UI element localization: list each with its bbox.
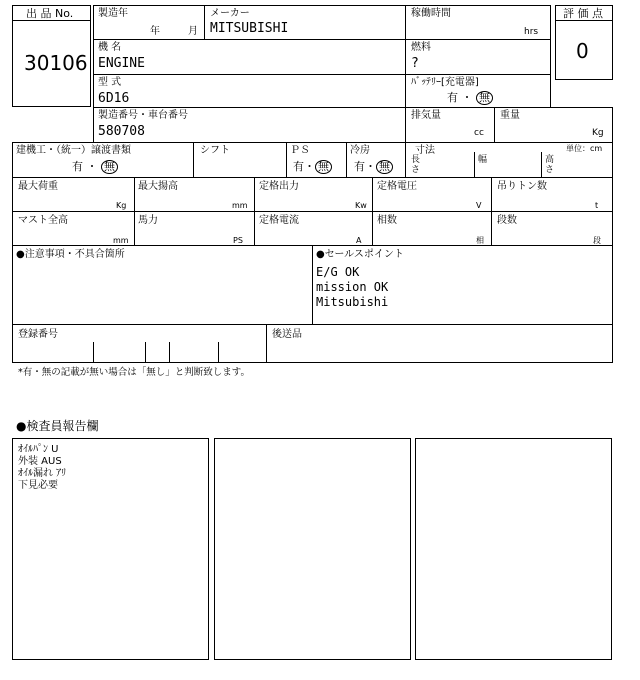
transfer-no-circled: 無 bbox=[101, 160, 118, 174]
inspector-box-3 bbox=[415, 438, 612, 660]
horsepower-unit: PS bbox=[233, 236, 243, 245]
inspector-line-2: 外装 AUS bbox=[18, 456, 62, 467]
caution-label: ●注意事項・不具合箇所 bbox=[16, 249, 125, 260]
dims-length-label-2: さ bbox=[411, 165, 421, 175]
sales-point-label: ●セールスポイント bbox=[316, 249, 404, 260]
month-suffix: 月 bbox=[188, 26, 198, 37]
inspector-box-2 bbox=[214, 438, 411, 660]
dims-height-label-1: 高 bbox=[545, 155, 555, 165]
phase-unit: 相 bbox=[476, 236, 484, 245]
rated-current-label: 定格電流 bbox=[259, 215, 299, 226]
year-suffix: 年 bbox=[150, 26, 160, 37]
model-value: 6D16 bbox=[98, 91, 130, 106]
fuel-value: ? bbox=[411, 56, 419, 71]
model-cell bbox=[93, 74, 406, 108]
ps-yes: 有 bbox=[293, 160, 304, 173]
hours-unit: hrs bbox=[524, 27, 539, 37]
displacement-label: 排気量 bbox=[411, 110, 441, 121]
shift-label: シフト bbox=[200, 145, 230, 156]
rear-shipment-label: 後送品 bbox=[272, 329, 302, 340]
fuel-label: 燃料 bbox=[411, 42, 431, 53]
rated-voltage-label: 定格電圧 bbox=[377, 181, 417, 192]
rated-current-unit: A bbox=[356, 236, 362, 245]
transfer-docs-label: 建機工・（統一）譲渡書類 bbox=[16, 145, 131, 156]
stages-unit: 段 bbox=[593, 236, 601, 245]
inspector-line-4: 下見必要 bbox=[18, 480, 58, 491]
rated-output-unit: Kw bbox=[355, 201, 367, 210]
mast-height-unit: mm bbox=[113, 236, 129, 245]
max-load-label: 最大荷重 bbox=[18, 181, 58, 192]
max-lift-unit: mm bbox=[232, 201, 248, 210]
max-lift-label: 最大揚高 bbox=[138, 181, 178, 192]
ps-label: ＰＳ bbox=[290, 145, 310, 156]
sales-line-1: E/G OK bbox=[316, 265, 360, 279]
cooler-dot: ・ bbox=[365, 160, 376, 173]
battery-yes-no bbox=[447, 91, 493, 105]
year-label: 製造年 bbox=[98, 8, 128, 19]
cooler-yes: 有 bbox=[354, 160, 365, 173]
machine-name-label: 機 名 bbox=[98, 42, 122, 53]
specs-grid bbox=[12, 142, 613, 246]
battery-yes: 有 bbox=[447, 91, 458, 104]
phase-label: 相数 bbox=[377, 215, 397, 226]
serial-label: 製造番号・車台番号 bbox=[98, 110, 188, 121]
dims-height-label-2: さ bbox=[545, 165, 555, 175]
lot-number-label: 出 品 No. bbox=[26, 7, 74, 20]
footnote: *有・無の記載が無い場合は「無し」と判断致します。 bbox=[18, 367, 250, 378]
weight-label: 重量 bbox=[500, 110, 520, 121]
inspector-title: ●検査員報告欄 bbox=[16, 419, 99, 433]
transfer-yes: 有 bbox=[72, 160, 83, 173]
weight-unit: Kg bbox=[592, 128, 604, 138]
model-label: 型 式 bbox=[98, 77, 122, 88]
max-load-unit: Kg bbox=[116, 201, 127, 210]
crane-tons-label: 吊りトン数 bbox=[497, 181, 547, 192]
rating-value: 0 bbox=[576, 39, 589, 63]
dims-unit: 単位：cm bbox=[566, 144, 603, 153]
dims-length-label-1: 長 bbox=[411, 155, 421, 165]
transfer-dot: ・ bbox=[86, 160, 98, 173]
inspector-line-3: ｵｲﾙ漏れ ｱﾘ bbox=[18, 468, 67, 479]
displacement-unit: cc bbox=[474, 128, 484, 138]
dims-label: 寸法 bbox=[415, 145, 435, 156]
rated-output-label: 定格出力 bbox=[259, 181, 299, 192]
lot-number: 30106 bbox=[24, 51, 88, 75]
maker-label: メーカー bbox=[210, 8, 250, 19]
machine-name: ENGINE bbox=[98, 56, 145, 71]
sales-line-2: mission OK bbox=[316, 280, 389, 294]
battery-no-circled: 無 bbox=[476, 91, 493, 105]
inspector-line-1: ｵｲﾙﾊﾟﾝ U bbox=[18, 444, 59, 455]
transfer-docs-yes-no bbox=[72, 160, 118, 174]
ps-dot: ・ bbox=[304, 160, 315, 173]
cooler-label: 冷房 bbox=[350, 145, 370, 156]
rear-shipment-cell bbox=[266, 324, 613, 363]
registration-label: 登録番号 bbox=[18, 329, 58, 340]
sales-line-3: Mitsubishi bbox=[316, 295, 389, 309]
stages-label: 段数 bbox=[497, 215, 517, 226]
horsepower-label: 馬力 bbox=[138, 215, 158, 226]
cooler-no-circled: 無 bbox=[376, 160, 393, 174]
rated-voltage-unit: V bbox=[476, 201, 482, 210]
battery-label: ﾊﾞｯﾃﾘｰ[充電器] bbox=[411, 77, 479, 88]
serial-value: 580708 bbox=[98, 124, 145, 139]
maker-value: MITSUBISHI bbox=[210, 21, 289, 36]
dims-width-label: 幅 bbox=[478, 155, 488, 165]
ps-yes-no bbox=[293, 160, 332, 174]
mast-height-label: マスト全高 bbox=[18, 215, 68, 226]
hours-label: 稼働時間 bbox=[411, 8, 451, 19]
crane-tons-unit: t bbox=[595, 201, 599, 210]
cooler-yes-no bbox=[354, 160, 393, 174]
battery-dot: ・ bbox=[461, 91, 473, 104]
rating-label: 評 価 点 bbox=[563, 7, 603, 20]
ps-no-circled: 無 bbox=[315, 160, 332, 174]
